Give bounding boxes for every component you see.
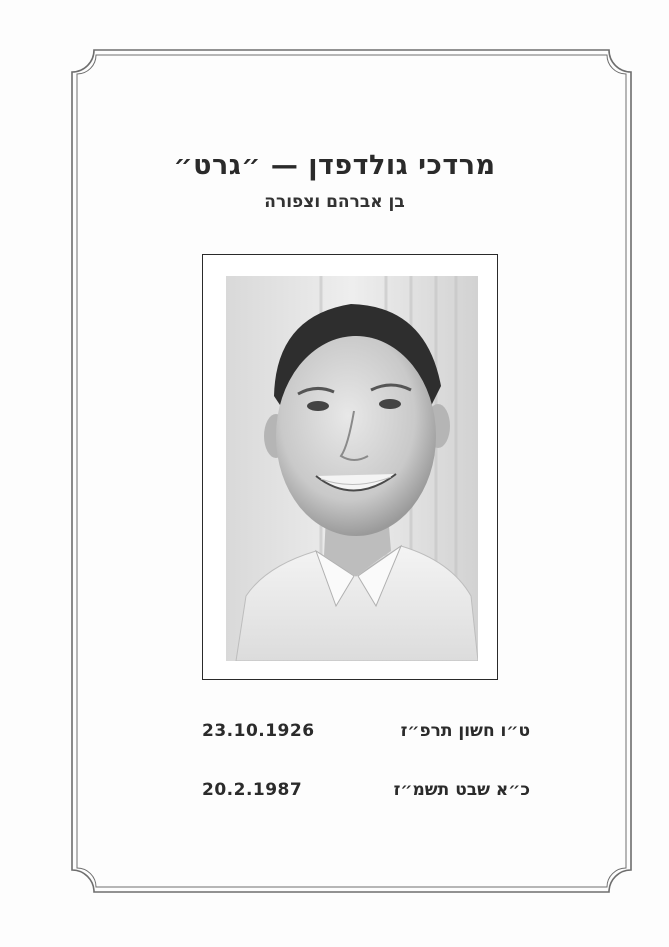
birth-date-row xyxy=(150,721,530,751)
portrait-photo-icon xyxy=(226,276,478,661)
death-date-gregorian: 20.2.1987 xyxy=(202,780,303,800)
death-date-hebrew: כ״א שבט תשמ״ז xyxy=(393,780,530,800)
birth-date-hebrew: ט״ו חשון תרפ״ז xyxy=(400,721,530,741)
photo-frame xyxy=(202,254,498,680)
death-date-row xyxy=(150,780,530,810)
page-subtitle: בן אברהם וצפורה xyxy=(264,192,405,212)
birth-date-gregorian: 23.10.1926 xyxy=(202,721,315,741)
page-title: מרדכי גולדפדן — ״גרט״ xyxy=(173,150,496,181)
